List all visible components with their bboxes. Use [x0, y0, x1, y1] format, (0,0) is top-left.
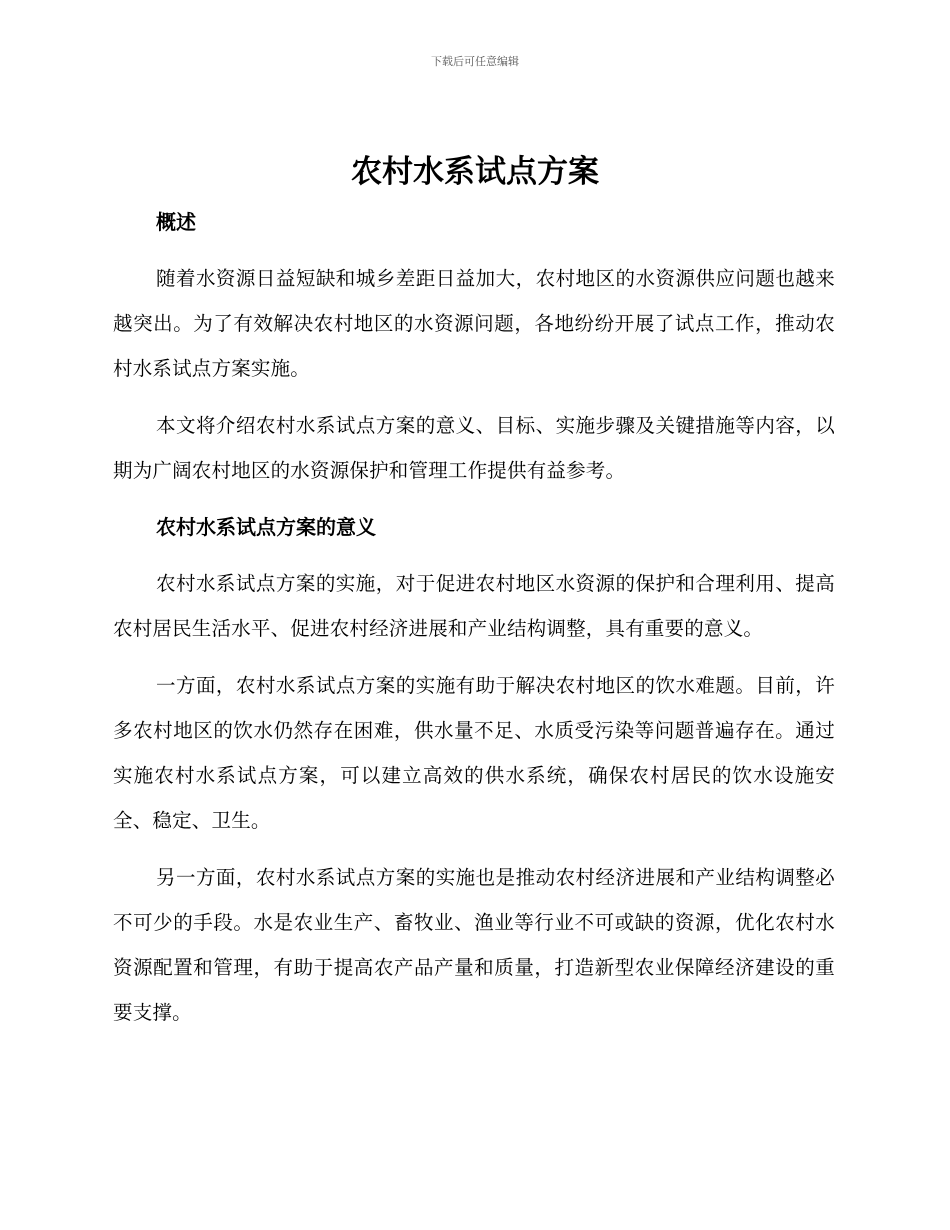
paragraph: 随着水资源日益短缺和城乡差距日益加大，农村地区的水资源供应问题也越来越突出。为了有效解决农村地区的水资源问题，各地纷纷开展了试点工作，推动农村水系试点方案实施。 [113, 267, 835, 380]
document-title: 农村水系试点方案 [351, 154, 599, 190]
section-heading-overview: 概述 [156, 210, 196, 234]
paragraph: 农村水系试点方案的实施，对于促进农村地区水资源的保护和合理利用、提高农村居民生活水平、促进农村经济进展和产业结构调整，具有重要的意义。 [113, 572, 835, 640]
section-heading-significance: 农村水系试点方案的意义 [156, 515, 376, 539]
header-note: 下载后可任意编辑 [431, 55, 519, 68]
paragraph: 一方面，农村水系试点方案的实施有助于解决农村地区的饮水难题。目前，许多农村地区的饮水仍然存在困难，供水量不足、水质受污染等问题普遍存在。通过实施农村水系试点方案，可以建立高效的供水系统，确保农村居民的饮水设施安全、稳定、卫生。 [113, 674, 835, 832]
paragraph: 另一方面，农村水系试点方案的实施也是推动农村经济进展和产业结构调整必不可少的手段。水是农业生产、畜牧业、渔业等行业不可或缺的资源，优化农村水资源配置和管理，有助于提高农产品产量和质量，打造新型农业保障经济建设的重要支撑。 [113, 866, 835, 1024]
document-body [113, 200, 835, 1047]
paragraph: 本文将介绍农村水系试点方案的意义、目标、实施步骤及关键措施等内容，以期为广阔农村地区的水资源保护和管理工作提供有益参考。 [113, 414, 835, 482]
